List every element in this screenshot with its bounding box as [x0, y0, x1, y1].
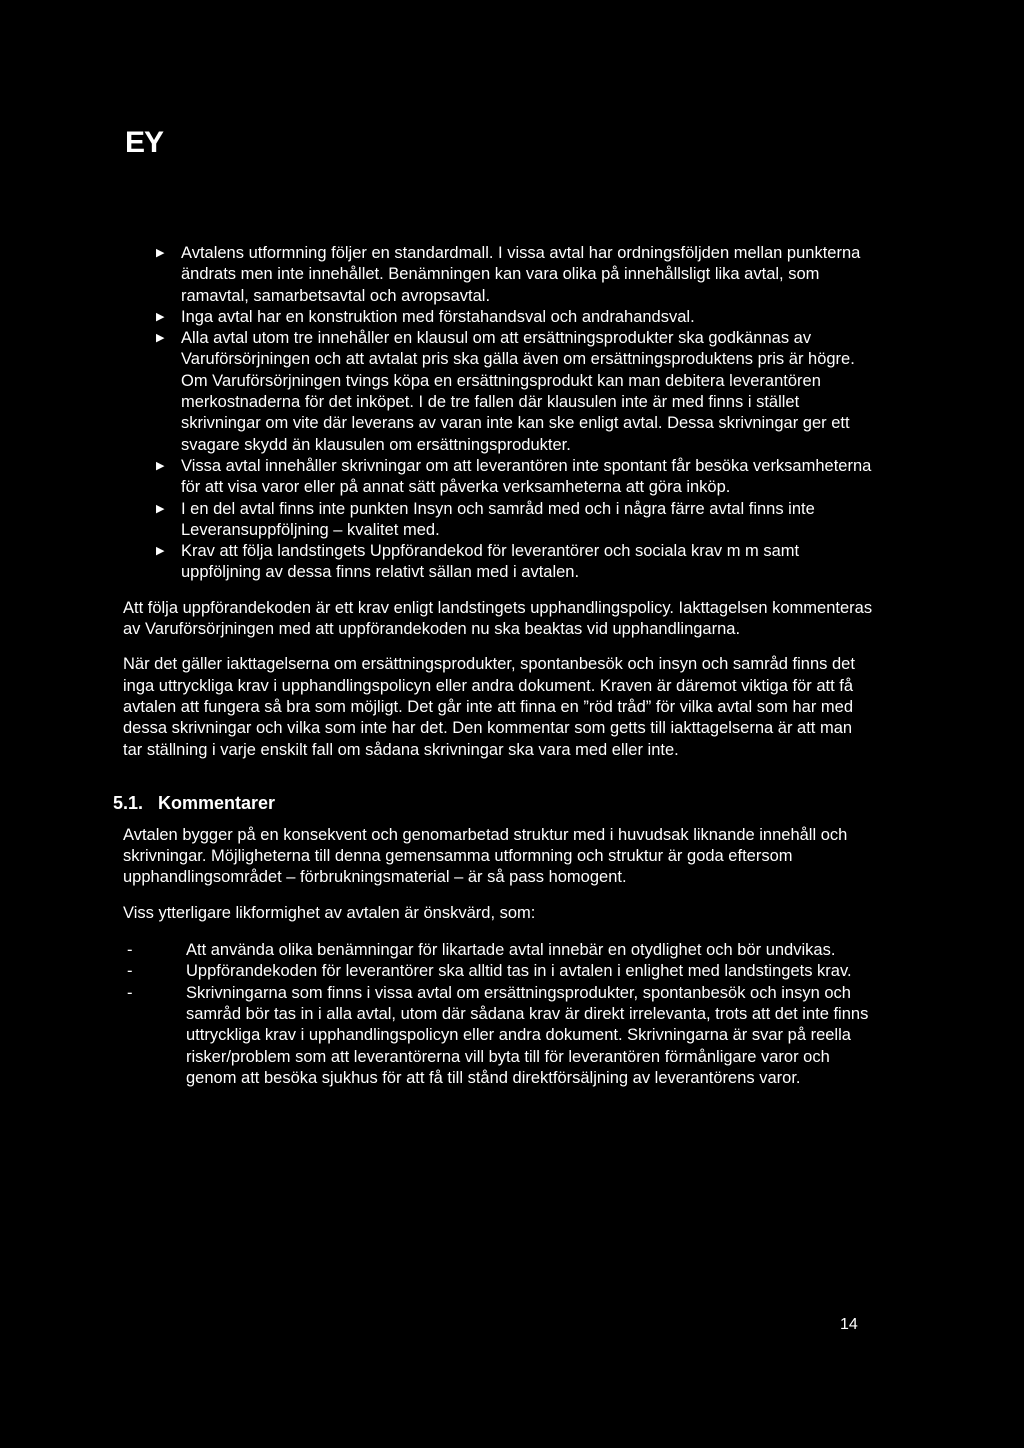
- list-item-text: Skrivningarna som finns i vissa avtal om ersättningsprodukter, spontanbesök och insyn och samråd bör tas in i alla avtal, utom där sådana krav är direkt irrelevanta, trots att det inte finns uttryckliga krav i upphandlingspolicyn eller andra dokument. Skrivningarna är svar på reella risker/problem som att leverantörerna vill byta till för leverantören förmånligare varor och genom att besöka sjukhus för att få till stånd direktförsäljning av leverantörens varor.: [186, 983, 869, 1087]
- list-item: [123, 456, 875, 499]
- dash-bullet: -: [127, 983, 133, 1002]
- paragraph: Viss ytterligare likformighet av avtalen är önskvärd, som:: [123, 903, 536, 922]
- paragraph: Att följa uppförandekoden är ett krav enligt landstingets upphandlingspolicy. Iakttagelsen kommenteras av Varuförsörjningen med att uppförandekoden nu ska beaktas vid upphandlingarna.: [123, 598, 873, 639]
- dash-bullet: -: [127, 941, 133, 960]
- list-item: [123, 983, 875, 1089]
- section-title: Kommentarer: [158, 792, 276, 813]
- triangle-bullet-icon: ▶: [156, 332, 165, 345]
- list-item: [123, 499, 875, 542]
- triangle-bullet-icon: ▶: [156, 247, 165, 259]
- list-item: [123, 243, 875, 307]
- section-number: 5.1.: [113, 792, 144, 813]
- list-item-text: I en del avtal finns inte punkten Insyn och samråd med och i några färre avtal finns inte Leveransuppföljning – kvalitet med.: [181, 499, 815, 539]
- list-item: [123, 328, 875, 456]
- list-item: [123, 940, 875, 961]
- page-number: 14: [840, 1316, 858, 1333]
- list-item-text: Avtalens utformning följer en standardmall. I vissa avtal har ordningsföljden mellan punkterna ändrats men inte innehållet. Benämningen kan vara olika på innehållsligt lika avtal, som ramavtal, samarbetsavtal och avropsavtal.: [181, 244, 861, 305]
- list-item-text: Krav att följa landstingets Uppförandekod för leverantörer och sociala krav m m samt uppföljning av dessa finns relativt sällan med i avtalen.: [181, 542, 800, 582]
- list-item: [123, 307, 875, 328]
- list-item: [123, 961, 875, 982]
- section-heading: [113, 791, 875, 815]
- findings-list: [123, 243, 875, 584]
- paragraph: Avtalen bygger på en konsekvent och genomarbetad struktur med i huvudsak liknande innehåll och skrivningar. Möjligheterna till denna gemensamma utformning och struktur är goda eftersom upphandlingsområdet – förbrukningsmaterial – är så pass homogent.: [123, 825, 848, 887]
- dash-bullet: -: [127, 962, 133, 981]
- triangle-bullet-icon: ▶: [156, 502, 165, 515]
- ey-logo: EY: [125, 126, 164, 159]
- list-item: [123, 541, 875, 584]
- triangle-bullet-icon: ▶: [156, 310, 165, 323]
- triangle-bullet-icon: ▶: [156, 545, 165, 558]
- list-item-text: Uppförandekoden för leverantörer ska alltid tas in i avtalen i enlighet med landstingets krav.: [186, 962, 852, 981]
- paragraph: När det gäller iakttagelserna om ersättningsprodukter, spontanbesök och insyn och samråd finns det inga uttryckliga krav i upphandlingspolicyn eller andra dokument. Kraven är däremot viktiga för att få avtalen att fungera så bra som möjligt. Det går inte att finna en ”röd tråd” för vilka avtal som har med dessa skrivningar och vilka som inte har det. Den kommentar som getts till iakttagelserna är att man tar ställning i varje enskilt fall om sådana skrivningar ska vara med eller inte.: [123, 655, 855, 759]
- list-item-text: Alla avtal utom tre innehåller en klausul om att ersättningsprodukter ska godkännas av Varuförsörjningen och att avtalat pris ska gälla även om ersättningsproduktens pris är högre. Om Varuförsörjningen tvings köpa en ersättningsprodukt kan man debitera leverantören merkostnaderna för det inköpet. I de tre fallen där klausulen inte är med finns i stället skrivningar om vite där leverans av varan inte kan ske enligt avtal. Dessa skrivningar ger ett svagare skydd än klausulen om ersättningsprodukter.: [181, 329, 855, 454]
- triangle-bullet-icon: ▶: [156, 459, 165, 472]
- list-item-text: Vissa avtal innehåller skrivningar om att leverantören inte spontant får besöka verksamheterna för att visa varor eller på annat sätt påverka verksamheterna att göra inköp.: [181, 456, 872, 497]
- list-item-text: Att använda olika benämningar för likartade avtal innebär en otydlighet och bör undvikas.: [186, 941, 836, 960]
- list-item-text: Inga avtal har en konstruktion med förstahandsval och andrahandsval.: [181, 307, 695, 326]
- document-body: [113, 243, 875, 1089]
- recommendations-list: [123, 940, 875, 1089]
